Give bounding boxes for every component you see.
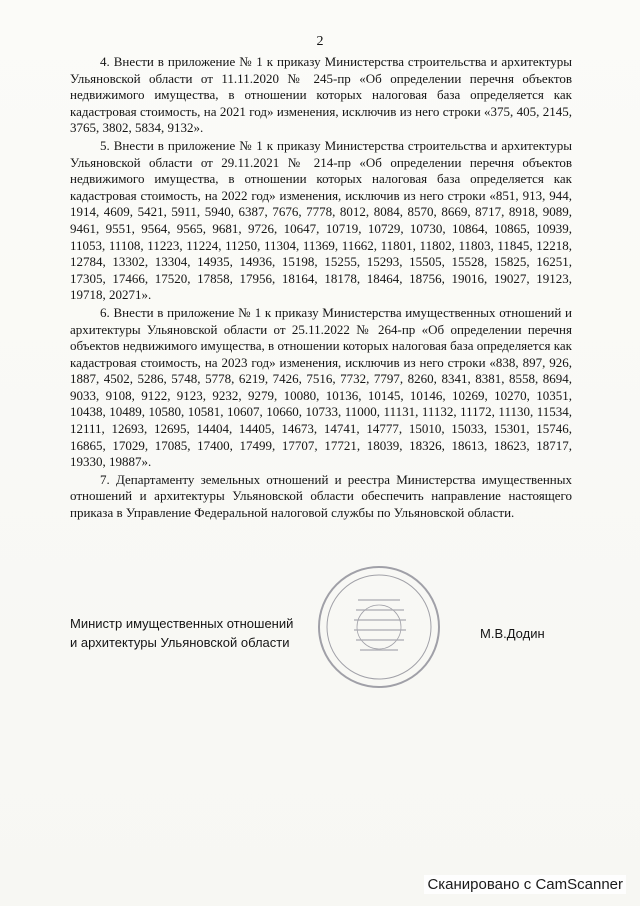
paragraph-4: 4. Внести в приложение № 1 к приказу Министерства строительства и архитектуры Ульяновской области от 11.11.2020 № 245-пр «Об определении перечня объектов недвижимого имущества, в отношении которых налоговая база определяется как кадастровая стоимость, на 2021 год» изменения, исключив из него строки «375, 405, 2145, 3765, 3802, 5834, 9132». [70, 54, 572, 136]
paragraph-5: 5. Внести в приложение № 1 к приказу Министерства строительства и архитектуры Ульяновской области от 29.11.2021 № 214-пр «Об определении перечня объектов недвижимого имущества, в отношении которых налоговая база определяется как кадастровая стоимость, на 2022 год» изменения, исключив из него строки «851, 913, 944, 1914, 4609, 5421, 5911, 5940, 6387, 7676, 7778, 8012, 8084, 8570, 8669, 8717, 8918, 9089, 9461, 9551, 9564, 9565, 9681, 9726, 10647, 10719, 10729, 10730, 10864, 10865, 10939, 11053, 11108, 11223, 11224, 11250, 11304, 11369, 11662, 11801, 11802, 11803, 11845, 12218, 12784, 13302, 13304, 14935, 14936, 15198, 15255, 15293, 15505, 15528, 15825, 16251, 17305, 17466, 17520, 17858, 17956, 18164, 18178, 18464, 18756, 19016, 19027, 19123, 19718, 20271». [70, 137, 572, 303]
paragraph-6: 6. Внести в приложение № 1 к приказу Министерства имущественных отношений и архитектуры Ульяновской области от 25.11.2022 № 264-пр «Об определении перечня объектов недвижимого имущества, в отношении которых налоговая база определяется как кадастровая стоимость, на 2023 год» изменения, исключив из него строки «838, 897, 926, 1887, 4502, 5286, 5748, 5778, 6219, 7426, 7516, 7732, 7797, 8260, 8341, 8381, 8558, 8694, 9033, 9108, 9122, 9123, 9232, 9279, 10080, 10136, 10145, 10146, 10269, 10270, 10351, 10438, 10489, 10580, 10581, 10607, 10660, 10733, 11000, 11131, 11132, 11172, 11130, 11534, 12111, 12693, 12695, 14404, 14405, 14673, 14741, 14777, 15010, 15033, 15301, 15746, 16865, 17029, 17085, 17400, 17499, 17707, 17721, 18039, 18326, 18613, 18623, 18717, 19330, 19887». [70, 304, 572, 470]
document-body [70, 54, 572, 523]
signature-position-line-2: и архитектуры Ульяновской области [70, 635, 290, 650]
paragraph-7: 7. Департаменту земельных отношений и реестра Министерства имущественных отношений и архитектуры Ульяновской области обеспечить направление настоящего приказа в Управление Федеральной налоговой службы по Ульяновской области. [70, 471, 572, 521]
page-number: 2 [316, 34, 324, 49]
signature-position [70, 614, 330, 652]
official-seal-stamp [316, 564, 442, 690]
signatory-name: М.В.Додин [480, 626, 545, 641]
signature-position-line-1: Министр имущественных отношений [70, 616, 294, 631]
scanner-watermark: Сканировано с CamScanner [424, 875, 626, 894]
